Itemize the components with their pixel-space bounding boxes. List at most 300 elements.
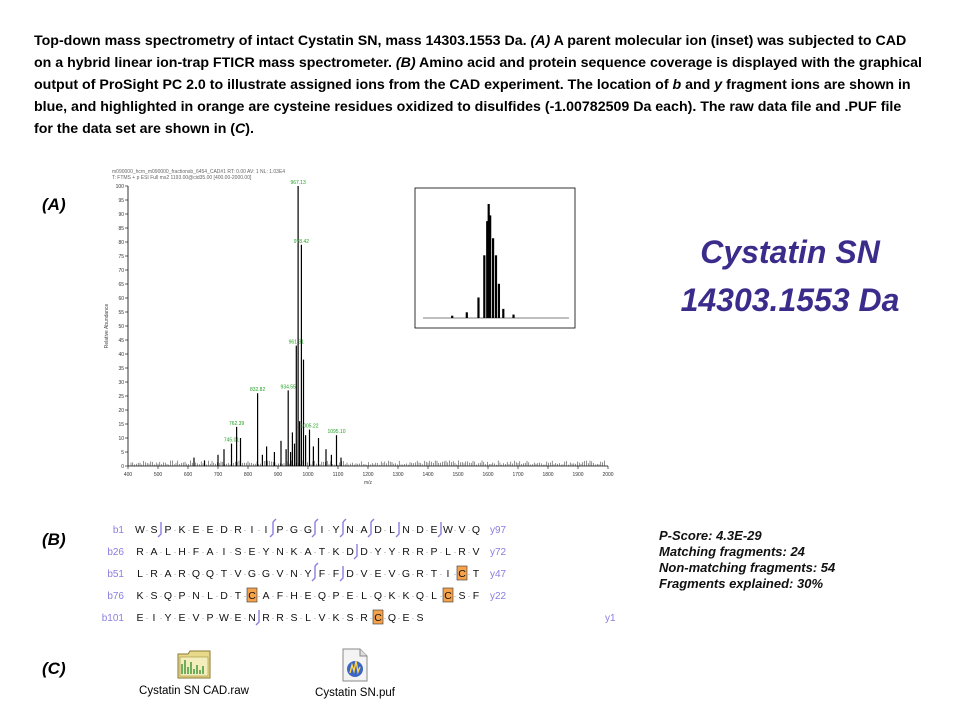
residue: R (416, 568, 424, 580)
y-tick-label: 45 (118, 338, 124, 344)
non-matching-fragments: Non-matching fragments: 54 (659, 560, 836, 575)
residue-separator: · (313, 613, 317, 623)
residue-separator: · (299, 525, 303, 535)
residue: L (389, 524, 395, 536)
y-tick-label: 90 (118, 212, 124, 218)
caption-text: and (681, 77, 715, 93)
residue-separator: · (327, 547, 331, 557)
residue: G (303, 524, 313, 536)
x-tick-label: 1900 (572, 472, 584, 478)
y-tick-label: 30 (118, 380, 124, 386)
caption-text: b (672, 77, 682, 93)
residue-separator: · (173, 525, 177, 535)
residue-separator: · (159, 547, 163, 557)
residue: N (290, 568, 298, 580)
residue-separator: · (243, 613, 247, 623)
residue-separator: · (299, 613, 303, 623)
residue: L (431, 590, 437, 602)
residue: S (234, 546, 242, 558)
x-tick-label: 1100 (332, 472, 344, 478)
residue: R (416, 546, 424, 558)
residue: N (402, 524, 410, 536)
residue-separator: · (215, 569, 219, 579)
peak-annotation: 1005.22 (300, 423, 319, 430)
residue: P (164, 524, 172, 536)
residue-separator: · (271, 591, 275, 601)
y-tick-label: 10 (118, 436, 124, 442)
residue-separator: · (257, 569, 261, 579)
residue: E (136, 612, 144, 624)
residue: D (346, 546, 354, 558)
y-tick-label: 65 (118, 282, 124, 288)
row-left-label: b101 (101, 613, 124, 624)
residue: F (192, 546, 200, 558)
y-axis-label: Relative Abundance (104, 303, 110, 349)
residue: T (234, 590, 242, 602)
residue: C (248, 590, 256, 602)
residue: R (150, 568, 158, 580)
residue-separator: · (145, 547, 149, 557)
residue: E (178, 612, 186, 624)
residue: A (206, 546, 214, 558)
residue-separator: · (215, 547, 219, 557)
residue: I (320, 524, 324, 536)
residue-separator: · (145, 569, 149, 579)
residue-separator: · (201, 613, 205, 623)
residue: I (152, 612, 156, 624)
residue-separator: · (159, 525, 163, 535)
x-tick-label: 2000 (602, 472, 614, 478)
residue-separator: · (201, 569, 205, 579)
x-tick-label: 1400 (422, 472, 434, 478)
residue-separator: · (187, 525, 191, 535)
residue-separator: · (243, 569, 247, 579)
residue-separator: · (369, 547, 373, 557)
residue: D (374, 524, 382, 536)
y-tick-label: 50 (118, 324, 124, 330)
score-summary (659, 528, 835, 592)
residue: T (220, 568, 228, 580)
residue: V (388, 568, 396, 580)
fragments-explained: Fragments explained: 30% (659, 576, 823, 591)
caption-text: ). (245, 121, 254, 137)
row-right-label: y97 (490, 525, 507, 536)
residue-separator: · (215, 613, 219, 623)
residue-separator: · (355, 569, 359, 579)
residue: T (318, 546, 326, 558)
residue-separator: · (467, 547, 471, 557)
residue-separator: · (257, 547, 261, 557)
residue: G (247, 568, 257, 580)
row-left-label: b1 (112, 525, 124, 536)
x-tick-label: 700 (213, 472, 223, 478)
residue-separator: · (173, 569, 177, 579)
residue: D (220, 590, 228, 602)
residue: K (290, 546, 298, 558)
residue-separator: · (271, 569, 275, 579)
residue-separator: · (313, 591, 317, 601)
residue: H (290, 590, 298, 602)
residue-separator: · (467, 569, 471, 579)
residue: E (206, 524, 214, 536)
residue: L (361, 590, 367, 602)
residue: Y (262, 546, 270, 558)
residue-separator: · (229, 613, 233, 623)
residue: I (222, 546, 226, 558)
residue-separator: · (453, 547, 457, 557)
residue: E (430, 524, 438, 536)
residue: L (445, 546, 451, 558)
residue-separator: · (327, 613, 331, 623)
residue: P (276, 524, 284, 536)
residue: E (402, 612, 410, 624)
residue: F (332, 568, 340, 580)
residue-separator: · (383, 525, 387, 535)
residue-separator: · (355, 547, 359, 557)
residue-separator: · (145, 613, 149, 623)
residue: N (346, 524, 354, 536)
residue: C (444, 590, 452, 602)
figure-caption (34, 30, 924, 140)
residue-separator: · (215, 525, 219, 535)
x-tick-label: 1700 (512, 472, 524, 478)
residue-separator: · (425, 525, 429, 535)
residue: Q (191, 568, 201, 580)
residue-separator: · (369, 613, 373, 623)
y-tick-label: 55 (118, 310, 124, 316)
residue: R (402, 546, 410, 558)
y-tick-label: 25 (118, 394, 124, 400)
spectrum-header: m090000_hcm_m090000_fractionsb_6454_CAD#1 RT: 0.00 AV: 1 NL: 1.03E4 (112, 169, 286, 175)
residue: I (264, 524, 268, 536)
x-tick-label: 800 (243, 472, 253, 478)
residue-separator: · (453, 525, 457, 535)
residue: K (178, 524, 186, 536)
residue-separator: · (243, 525, 247, 535)
y-tick-label: 85 (118, 226, 124, 232)
residue-separator: · (397, 547, 401, 557)
raw-file[interactable] (134, 648, 254, 697)
x-tick-label: 1500 (452, 472, 464, 478)
residue: F (472, 590, 480, 602)
residue: A (304, 546, 312, 558)
y-ion-mark (315, 519, 318, 522)
peak-annotation: 934.55 (280, 384, 296, 391)
y-tick-label: 40 (118, 352, 124, 358)
row-right-label: y22 (490, 591, 507, 602)
residue-separator: · (187, 613, 191, 623)
caption-text: A parent molecular ion (inset) was subjected to CAD on a hybrid linear ion-trap FTICR mass spectrometer. (34, 33, 907, 71)
residue-separator: · (439, 569, 443, 579)
residue: S (346, 612, 354, 624)
caption-text: y (714, 77, 723, 93)
residue-separator: · (397, 591, 401, 601)
residue-separator: · (341, 569, 345, 579)
y-ion-mark (273, 519, 276, 522)
residue: W (135, 524, 145, 536)
row-right-label: y47 (490, 569, 507, 580)
y-tick-label: 20 (118, 408, 124, 414)
caption-text: Top-down mass spectrometry of intact Cystatin SN, mass 14303.1553 Da. (34, 33, 531, 49)
residue: E (248, 546, 256, 558)
residue-separator: · (159, 613, 163, 623)
residue: F (318, 568, 326, 580)
residue-separator: · (299, 547, 303, 557)
panel-label-c: (C) (42, 659, 66, 678)
residue: E (234, 612, 242, 624)
residue: R (178, 568, 186, 580)
residue: P (430, 546, 438, 558)
residue: L (305, 612, 311, 624)
y-ion-mark (343, 519, 346, 522)
residue-separator: · (467, 591, 471, 601)
residue-separator: · (145, 525, 149, 535)
panel-label-a: (A) (42, 195, 66, 214)
residue: V (192, 612, 200, 624)
residue-separator: · (355, 591, 359, 601)
residue-separator: · (355, 525, 359, 535)
residue: V (234, 568, 242, 580)
residue-separator: · (313, 569, 317, 579)
residue: R (136, 546, 144, 558)
y-tick-label: 35 (118, 366, 124, 372)
x-tick-label: 1800 (542, 472, 554, 478)
row-left-label: b26 (107, 547, 124, 558)
residue: L (137, 568, 143, 580)
residue: Y (304, 568, 312, 580)
residue: K (332, 612, 340, 624)
residue-separator: · (397, 525, 401, 535)
residue-separator: · (187, 547, 191, 557)
x-tick-label: 400 (123, 472, 133, 478)
caption-text: fragment ions are shown in blue, and highlighted in orange are cysteine residues oxidized to disulfides (-1.00782509 Da each). The raw data file and .PUF file for the data set are shown in ( (34, 77, 911, 137)
x-tick-label: 500 (153, 472, 163, 478)
y-tick-label: 0 (121, 464, 124, 470)
residue-separator: · (425, 591, 429, 601)
residue: H (178, 546, 186, 558)
residue-separator: · (285, 525, 289, 535)
residue-separator: · (187, 569, 191, 579)
residue: K (332, 546, 340, 558)
residue: P (178, 590, 186, 602)
residue: A (150, 546, 158, 558)
residue-separator: · (229, 547, 233, 557)
residue-separator: · (397, 569, 401, 579)
residue-separator: · (439, 525, 443, 535)
peak-annotation: 1095.10 (327, 429, 346, 436)
y-ion-mark (371, 519, 374, 522)
residue-separator: · (369, 525, 373, 535)
residue-separator: · (411, 525, 415, 535)
residue-separator: · (327, 525, 331, 535)
residue: E (346, 590, 354, 602)
caption-text: Amino acid and protein sequence coverage is displayed with the graphical output of ProSight PC 2.0 to illustrate assigned ions from the CAD experiment. The location of (34, 55, 922, 93)
residue: P (332, 590, 340, 602)
residue: R (458, 546, 466, 558)
residue-separator: · (313, 547, 317, 557)
caption-text: (A) (530, 33, 551, 49)
residue: R (234, 524, 242, 536)
residue: Q (205, 568, 215, 580)
residue: S (458, 590, 466, 602)
peak-annotation: 745.01 (223, 437, 240, 444)
residue: L (165, 546, 171, 558)
residue: S (290, 612, 298, 624)
x-axis-label: m/z (363, 480, 373, 486)
residue: N (192, 590, 200, 602)
residue: W (443, 524, 453, 536)
residue-separator: · (159, 591, 163, 601)
residue-separator: · (271, 525, 275, 535)
residue: V (318, 612, 326, 624)
residue: D (220, 524, 228, 536)
peak-annotation: 832.82 (249, 387, 266, 394)
residue: G (261, 568, 271, 580)
residue-separator: · (341, 613, 345, 623)
residue: Q (387, 612, 397, 624)
residue: D (416, 524, 424, 536)
residue-separator: · (271, 547, 275, 557)
residue-separator: · (355, 613, 359, 623)
protein-name: Cystatin SN (700, 234, 880, 270)
residue-separator: · (369, 569, 373, 579)
residue-separator: · (257, 591, 261, 601)
y-tick-label: 95 (118, 198, 124, 204)
residue-separator: · (257, 613, 261, 623)
residue-separator: · (411, 547, 415, 557)
peak-annotation: 967.13 (290, 180, 306, 186)
residue: K (136, 590, 144, 602)
row-left-label: b76 (107, 591, 124, 602)
residue-separator: · (439, 547, 443, 557)
spectrum-header: T: FTMS + p ESI Full ms2 1193.00@cid35.00 [400.00-2000.00] (112, 175, 252, 181)
residue: Y (164, 612, 172, 624)
residue: R (262, 612, 270, 624)
residue-separator: · (439, 591, 443, 601)
peak-annotation: 961.31 (288, 339, 304, 346)
p-score: P-Score: 4.3E-29 (659, 528, 762, 543)
residue-separator: · (229, 591, 233, 601)
residue: E (304, 590, 312, 602)
residue: E (192, 524, 200, 536)
residue-separator: · (411, 613, 415, 623)
residue-separator: · (229, 525, 233, 535)
mass-spectrum (100, 166, 620, 488)
residue-separator: · (201, 591, 205, 601)
residue-separator: · (243, 591, 247, 601)
puf-file[interactable] (300, 648, 410, 699)
residue-separator: · (383, 613, 387, 623)
residue-separator: · (397, 613, 401, 623)
residue: S (416, 612, 424, 624)
x-tick-label: 1300 (392, 472, 404, 478)
x-tick-label: 600 (183, 472, 193, 478)
residue-separator: · (383, 591, 387, 601)
residue: P (206, 612, 214, 624)
panel-label-b: (B) (42, 530, 66, 549)
residue: V (458, 524, 466, 536)
x-tick-label: 900 (273, 472, 283, 478)
residue-separator: · (201, 525, 205, 535)
residue-separator: · (299, 569, 303, 579)
residue-separator: · (145, 591, 149, 601)
protein-mass: 14303.1553 Da (680, 282, 900, 318)
residue: R (360, 612, 368, 624)
residue-separator: · (411, 591, 415, 601)
row-left-label: b51 (107, 569, 124, 580)
matching-fragments: Matching fragments: 24 (659, 544, 805, 559)
y-tick-label: 75 (118, 254, 124, 260)
residue: Q (317, 590, 327, 602)
residue-separator: · (453, 569, 457, 579)
residue: N (248, 612, 256, 624)
residue-separator: · (327, 569, 331, 579)
residue-separator: · (215, 591, 219, 601)
residue-separator: · (313, 525, 317, 535)
residue: Q (415, 590, 425, 602)
y-tick-label: 5 (121, 450, 124, 456)
residue: R (276, 612, 284, 624)
puf-file-icon (340, 648, 370, 682)
residue: F (276, 590, 284, 602)
peak-annotation: 762.39 (228, 420, 245, 427)
residue-separator: · (411, 569, 415, 579)
residue-separator: · (201, 547, 205, 557)
residue-separator: · (257, 525, 261, 535)
residue: G (289, 524, 299, 536)
residue-separator: · (341, 591, 345, 601)
y-tick-label: 70 (118, 268, 124, 274)
caption-text: C (235, 121, 246, 137)
residue: G (401, 568, 411, 580)
residue: A (360, 524, 368, 536)
residue: Y (374, 546, 382, 558)
residue: V (472, 546, 480, 558)
residue: E (374, 568, 382, 580)
residue: S (150, 524, 158, 536)
residue: C (374, 612, 382, 624)
sequence-coverage-map (100, 518, 620, 630)
residue-separator: · (327, 591, 331, 601)
residue-separator: · (187, 591, 191, 601)
raw-file-label: Cystatin SN CAD.raw (139, 685, 249, 697)
residue-separator: · (271, 613, 275, 623)
residue: A (262, 590, 270, 602)
residue: S (150, 590, 158, 602)
residue-separator: · (173, 591, 177, 601)
residue-separator: · (341, 525, 345, 535)
residue-separator: · (425, 547, 429, 557)
residue: D (346, 568, 354, 580)
residue: Q (163, 590, 173, 602)
residue: Y (388, 546, 396, 558)
residue-separator: · (243, 547, 247, 557)
y-tick-label: 15 (118, 422, 124, 428)
residue-separator: · (467, 525, 471, 535)
residue: L (207, 590, 213, 602)
peak-annotation: 978.42 (293, 238, 310, 245)
residue-separator: · (299, 591, 303, 601)
residue: Q (471, 524, 481, 536)
puf-file-label: Cystatin SN.puf (315, 687, 395, 699)
residue-separator: · (425, 569, 429, 579)
caption-text: (B) (395, 55, 416, 71)
residue-separator: · (453, 591, 457, 601)
residue: W (219, 612, 229, 624)
residue: N (276, 546, 284, 558)
residue: I (250, 524, 254, 536)
y-tick-label: 80 (118, 240, 124, 246)
